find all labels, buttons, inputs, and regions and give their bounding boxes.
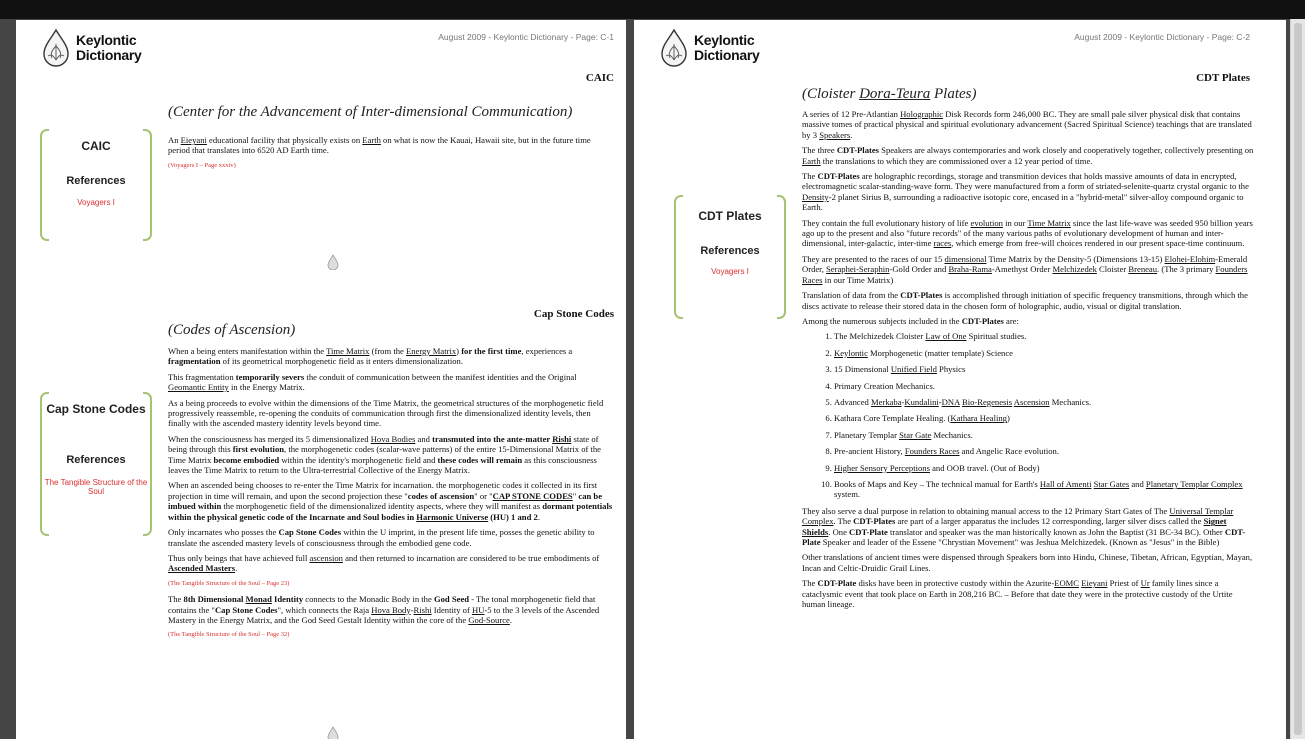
term-link[interactable]: Breneau [1128, 264, 1158, 275]
term-link[interactable]: Universal Templar Complex [802, 505, 1234, 527]
text-run: CDT-Plate [849, 526, 888, 537]
term-link[interactable]: Geomantic Entity [168, 382, 229, 393]
text-run: and then returned to incarnation are considered to be true embodiments of [342, 552, 600, 563]
entry-body-cap-stone-codes [168, 346, 614, 646]
list-item [834, 463, 1254, 473]
text-run: CDT-Plate [817, 578, 857, 589]
text-run: Cap Stone Codes [214, 604, 278, 615]
text-run: They are presented to the races of our 15 [802, 253, 945, 264]
text-run: the morphogenetic field of the dimensionalized identity aspects, where they will manifest as [221, 501, 543, 512]
term-link[interactable]: Time Matrix [326, 346, 370, 356]
text-run: Books of Maps and Key – The technical manual for Earth's [834, 478, 1040, 489]
term-link[interactable]: Ur [1140, 578, 1150, 589]
text-run: 8th Dimensional [183, 594, 246, 605]
vertical-scrollbar[interactable] [1290, 19, 1305, 739]
text-run: Primary Creation Mechanics. [834, 380, 935, 391]
term-link[interactable]: Density [802, 191, 829, 202]
text-run: Time Matrix by the Density-5 (Dimensions 13-15) [986, 253, 1165, 264]
text-run: are holographic recordings, storage and transmition devices that holds massive amounts of data in encrypted, electromagnetic scalar-standing-wave form. They were manufactured from a form of striated-selenite-quartz crystal organic to the [802, 171, 1249, 192]
text-run: , which emerge from free-will choices rendered in our present space-time continuum. [951, 238, 1245, 249]
entry-title-cap-stone-codes: Cap Stone Codes [533, 308, 614, 320]
term-link[interactable]: Ascension [1013, 396, 1050, 407]
term-link[interactable]: races [933, 238, 952, 249]
text-run: This fragmentation [168, 371, 236, 382]
text-run: CDT-Plates [836, 145, 880, 156]
text-run: in our [1002, 217, 1028, 228]
text-run: The [802, 578, 818, 589]
text-run: When an ascended being chooses to re-enter the Time Matrix for incarnation. the morphogenetic codes it collected in its first projection in time will remain, and upon the second projection these " [168, 480, 598, 501]
term-link[interactable]: Time Matrix [1027, 217, 1071, 228]
paragraph [802, 145, 1254, 166]
term-link[interactable]: Speakers [819, 129, 851, 140]
lotus-drop-icon [656, 28, 692, 68]
term-link[interactable]: Bio-Regenesis [961, 396, 1013, 407]
paragraph [168, 346, 614, 367]
logo-wordmark [76, 33, 141, 63]
text-run: educational facility that physically exists on [206, 135, 363, 145]
text-run: ", which connects the Raja [277, 604, 372, 615]
paragraph-group [802, 506, 1254, 610]
paragraph [168, 553, 614, 574]
list-item [834, 348, 1254, 358]
text-run: When the consciousness has merged its 5 dimensionalized [168, 433, 371, 444]
paragraph [802, 578, 1254, 609]
paragraph [168, 372, 614, 393]
sidebar-references-label: References [700, 245, 760, 257]
sidebar-term: CDT Plates [698, 209, 762, 223]
citation: (The Tangible Structure of the Soul – Page 32) [168, 631, 290, 639]
term-link[interactable]: Elohei-Elohim [1164, 253, 1216, 264]
text-run: and Angelic Race evolution. [959, 446, 1059, 457]
sidebar-cap-stone-codes [40, 392, 152, 536]
text-run: CDT-Plates [853, 516, 896, 527]
text-run: . (The 3 primary [1157, 264, 1216, 275]
text-run: The Melchizedek Cloister [834, 331, 926, 342]
text-run: of its geometrical morphogenetic field as it enters dimensionalization. [220, 356, 463, 367]
term-link[interactable]: Hova Body [371, 604, 411, 615]
term-link[interactable]: EOMC [1054, 578, 1080, 589]
term-link[interactable]: CAP STONE CODES [492, 490, 573, 501]
sidebar-cdt-plates [674, 195, 786, 319]
list-item [834, 364, 1254, 374]
paragraph [802, 290, 1254, 311]
text-run: for the first time [461, 346, 522, 356]
term-link[interactable]: Eieyani [1081, 578, 1108, 589]
text-run: Translation of data from the [802, 290, 901, 301]
sidebar-term: CAIC [81, 139, 111, 153]
text-run: and [415, 433, 433, 444]
text-run: connects to the Monadic Body in the [303, 594, 434, 605]
entry-title-caic: CAIC [585, 72, 614, 84]
text-run: . [537, 511, 540, 522]
sidebar-source-link[interactable]: Voyagers I [711, 267, 749, 276]
text-run: . [850, 129, 853, 140]
text-run: since the last life-wave was seeded 950 billion years ago up to the present and also "future records" of the many various paths of evolutionary development of human and inter-dimensional, inter-galactic, inter-time [802, 217, 1253, 249]
term-link[interactable]: Rishi [413, 604, 432, 615]
text-run: When a being enters manifestation within the [168, 346, 327, 356]
text-run: The three [802, 145, 837, 156]
entry-subtitle-caic: (Center for the Advancement of Inter-dimensional Communication) [168, 104, 573, 120]
separator-drop-icon [326, 254, 340, 270]
text-run: A series of 12 Pre-Atlantian [802, 109, 901, 119]
text-run: the translations to which they are commissioned over a 12 year period of time. [820, 155, 1093, 166]
paragraph [802, 254, 1254, 285]
term-link[interactable]: Braha-Rama [948, 264, 992, 275]
text-run: ) [456, 346, 462, 356]
term-link[interactable]: Melchizedek [1052, 264, 1097, 275]
subtitle-text: (Cloister [802, 86, 860, 102]
paragraph [168, 135, 614, 156]
term-link[interactable]: Merkaba [871, 396, 902, 407]
term-link[interactable]: evolution [970, 217, 1003, 228]
term-link[interactable]: Energy Matrix [405, 346, 457, 356]
keylontic-logo [656, 28, 776, 72]
text-run: , the morphogenetic codes (scalar-wave patterns) of the entire 15-Dimensional Matrix of the Time Matrix [168, 444, 601, 465]
sidebar-source-link[interactable]: Voyagers I [77, 198, 115, 207]
text-run: " or " [474, 490, 493, 501]
text-run: - [901, 396, 905, 407]
text-run: -Emerald Order, [802, 253, 1248, 275]
text-run: is accomplished through initiation of specific frequency transmitions, through which the discs activate to release their stored data in the chosen form of holographic, audio, visual or digital translation. [802, 290, 1248, 311]
text-run: The [802, 171, 818, 182]
page-c1 [16, 20, 626, 739]
text-run: transmuted into the ante-matter [432, 433, 553, 444]
text-run: Disk Records form 246,000 BC. They are small pale silver physical disk that contains massive tomes of practical physical and spiritual evolutionary advancement (Sacred Spiritual Science) teachings that are translated by 3 [802, 109, 1252, 140]
subtitle-link[interactable]: Dora-Teura [859, 86, 931, 102]
term-link[interactable]: Signet Shields [802, 516, 1227, 537]
paragraph [168, 527, 614, 548]
text-run: and [1129, 478, 1146, 489]
keylontic-logo [38, 28, 158, 72]
term-link[interactable]: Kathara Healing [950, 413, 1007, 424]
citation: (The Tangible Structure of the Soul – Page 23) [168, 579, 290, 587]
paragraph [802, 506, 1254, 548]
term-link[interactable]: Earth [362, 135, 381, 145]
paragraph [802, 316, 1254, 326]
window-top-bar [0, 0, 1305, 19]
text-run: CDT-Plates [961, 315, 1004, 326]
sidebar-caic [40, 129, 152, 241]
text-run: (HU) 1 and 2 [488, 511, 538, 522]
text-run: 15 Dimensional [834, 364, 891, 375]
term-link[interactable]: Hall of Amenti [1039, 478, 1092, 489]
term-link[interactable]: Harmonic Universe [416, 511, 489, 522]
term-link[interactable]: Star Gates [1093, 478, 1130, 489]
text-run: in the Energy Matrix. [228, 382, 305, 393]
text-run: disks have been in protective custody within the Azurite- [856, 578, 1055, 589]
citation: (Voyagers I – Page xxxiv) [168, 161, 236, 169]
text-run: They contain the full evolutionary history of life [802, 217, 971, 228]
entry-body-cdt-plates [802, 109, 1254, 614]
text-run: ) [1006, 413, 1010, 424]
text-run: Thus only beings that have achieved full [168, 552, 310, 563]
paragraph [802, 171, 1254, 213]
entry-title-cdt-plates: CDT Plates [1196, 72, 1250, 84]
text-run: They also serve a dual purpose in relation to obtaining manual access to the 12 Primary Start Gates of The [802, 505, 1170, 516]
list-item [834, 479, 1254, 500]
sidebar-references-label: References [66, 454, 126, 466]
text-run: family lines since a cataclysmic event that took place on Earth in 208,216 BC. – Before that date they were in the protective custody of the Urtite human lineage. [802, 578, 1233, 610]
text-run: -2 planet Sirius B, surrounding a radioactive isotopic core, encased in a "hybrid-metal" silver-alloy compound organic to Earth. [802, 191, 1244, 213]
text-run: . [509, 614, 512, 625]
text-run: God Seed [433, 594, 470, 605]
term-link[interactable]: Law of One [925, 331, 967, 342]
text-run: dormant potentials within the physical genetic code of the Incarnate and Soul bodies in [168, 501, 613, 522]
text-run: on what is now the Kauai, Hawaii site, but in the future time period that translates into 6520 AD Earth time. [168, 135, 591, 156]
text-run: Kathara Core Template Healing. ( [834, 413, 951, 424]
logo-line-1: Keylontic [694, 32, 755, 48]
text-run: CDT-Plates [900, 290, 943, 301]
term-link[interactable]: Earth [802, 155, 821, 166]
text-run: Physics [936, 364, 966, 375]
text-run: Spiritual studies. [966, 331, 1027, 342]
term-link[interactable]: Star Gate [899, 429, 932, 440]
text-run: CDT-Plates [817, 171, 860, 182]
subtitle-text: Plates) [930, 86, 977, 102]
text-run: and OOB travel. (Out of Body) [929, 462, 1040, 473]
text-run: system. [834, 489, 861, 500]
page-c2 [634, 20, 1286, 739]
text-run: Cap Stone Codes [278, 527, 342, 538]
term-link[interactable]: Rishi [552, 433, 572, 444]
text-run: The [168, 594, 184, 605]
term-link[interactable]: Seraphei-Seraphin [826, 264, 890, 275]
text-run: the conduit of communication between the manifest identities and the Original [304, 371, 577, 382]
text-run: (from the [369, 346, 406, 356]
term-link[interactable]: Ascended Masters [168, 563, 236, 574]
paragraph [802, 552, 1254, 573]
paragraph [168, 434, 614, 476]
entry-body-caic [168, 135, 614, 176]
text-run: . The [833, 516, 854, 527]
term-link[interactable]: Monad [245, 594, 272, 605]
text-run: translator and speaker was the man historically known as John the Baptist (31 BC-34 BC). Other [887, 526, 1225, 537]
text-run: Cloister [1096, 264, 1129, 275]
term-link[interactable]: DNA [941, 396, 960, 407]
term-link[interactable]: Unified Field [890, 364, 937, 375]
text-run: Identity [271, 594, 304, 605]
text-run: within the identity's morphogenetic field and [279, 454, 438, 465]
text-run: Among the numerous subjects included in the [802, 315, 962, 326]
text-run: . One [828, 526, 850, 537]
paragraph-group [802, 109, 1254, 326]
text-run: in our Time Matrix) [822, 274, 894, 285]
list-item [834, 430, 1254, 440]
list-item [834, 413, 1254, 423]
text-run: -Amethyst Order [991, 264, 1053, 275]
text-run: Speaker and leader of the Essene "Chrystian Movement" was Jeshua Melchizedek. (Known as "Jesus" in the Bible) [820, 537, 1220, 547]
paragraph [168, 398, 614, 429]
logo-wordmark [694, 33, 759, 63]
list-item [834, 381, 1254, 391]
sidebar-term: Cap Stone Codes [46, 402, 146, 416]
text-run: Priest of [1107, 578, 1141, 589]
list-item [834, 331, 1254, 341]
paragraph [168, 594, 614, 625]
text-run: can be imbued within [168, 490, 603, 512]
logo-line-2: Dictionary [694, 47, 760, 63]
text-run: Identity of [431, 604, 472, 615]
lotus-drop-icon [38, 28, 74, 68]
term-link[interactable]: Hova Bodies [370, 433, 416, 444]
text-run: -5 to the 3 levels of the Ascended Mastery in the Energy Matrix, and the God Seed Gestalt Identity within the core of the [168, 604, 600, 625]
paragraph-group [168, 346, 614, 574]
text-run: " [572, 490, 579, 501]
term-link[interactable]: Higher Sensory Perceptions [834, 462, 930, 473]
sidebar-source-link[interactable]: The Tangible Structure of the Soul [44, 478, 148, 496]
term-link[interactable]: HU [472, 604, 485, 615]
text-run: - The tonal morphogenetic field that contains the " [168, 594, 596, 615]
term-link[interactable]: Founders Races [904, 446, 960, 457]
term-link[interactable]: Holographic [900, 109, 944, 119]
text-run: temporarily severs [235, 371, 305, 382]
text-run: Mechanics. [1049, 396, 1092, 407]
text-run: within the U imprint, in the present life time, posses the genetic ability to translate the ascended mastery levels of consciousness through the embodied gene code. [168, 527, 595, 548]
text-run: , experiences a [521, 346, 573, 356]
text-run: state of being through this [168, 433, 599, 455]
text-run: Mechanics. [931, 429, 973, 440]
text-run: Morphogenetic (matter template) Science [867, 347, 1013, 358]
text-run: - [938, 396, 942, 407]
term-link[interactable]: dimensional [944, 253, 987, 264]
logo-line-1: Keylontic [76, 32, 137, 48]
paragraph [802, 218, 1254, 249]
text-run: . [235, 563, 238, 574]
page-header: August 2009 - Keylontic Dictionary - Page: C-1 [438, 32, 614, 42]
term-link[interactable]: Planetary Templar Complex [1145, 478, 1243, 489]
paragraph [802, 109, 1254, 140]
scrollbar-thumb[interactable] [1294, 23, 1302, 735]
text-run: An [168, 135, 181, 145]
text-run: are part of a larger apparatus the includes 12 corresponding, larger silver discs called the [895, 516, 1204, 527]
term-link[interactable]: Eieyani [180, 135, 207, 145]
text-run: as this consciousness leaves the Time Matrix to return to the Ultra-terrestrial Collective of the Energy Matrix. [168, 454, 597, 476]
text-run: these codes will remain [437, 454, 523, 465]
term-link[interactable]: Kundalini [904, 396, 939, 407]
entry-subtitle-cap-stone-codes: (Codes of Ascension) [168, 322, 296, 338]
text-run: Advanced [834, 396, 871, 407]
text-run: become embodied [213, 454, 280, 465]
subject-list [802, 331, 1254, 499]
text-run: Pre-ancient History, [834, 446, 905, 457]
term-link[interactable]: God-Source [468, 614, 510, 625]
text-run: Only incarnates who posses the [168, 527, 279, 538]
sidebar-references-label: References [66, 175, 126, 187]
text-run: - [410, 604, 414, 615]
term-link[interactable]: Founders Races [802, 264, 1248, 285]
text-run: As a being proceeds to evolve within the dimensions of the Time Matrix, the geometrical structures of the morphogenetic field progressively reassemble, re-opening the conduits of communication through first the dimensionalized identity levels, then finally with the ascended mastery identity levels beyond time. [168, 397, 604, 429]
page-header: August 2009 - Keylontic Dictionary - Page: C-2 [1074, 32, 1250, 42]
list-item [834, 397, 1254, 407]
text-run: Other translations of ancient times were dispensed through Speakers born into Hindu, Chinese, Tibetan, African, Egyptian, Mayan, Incan and Celtic-Druidic Grail Lines. [802, 552, 1253, 573]
term-link[interactable]: Keylontic [834, 347, 868, 358]
entry-subtitle-cdt-plates [802, 86, 976, 103]
text-run: Planetary Templar [834, 429, 900, 440]
text-run: fragmentation [168, 356, 221, 367]
text-run: -Gold Order and [889, 264, 949, 275]
paragraph [168, 480, 614, 522]
logo-line-2: Dictionary [76, 47, 142, 63]
term-link[interactable]: ascension [309, 552, 343, 563]
list-item [834, 446, 1254, 456]
text-run: Speakers are always contemporaries and work closely and cooperatively together, collectively presenting on [879, 145, 1254, 156]
text-run: are: [1003, 315, 1019, 326]
text-run: CDT-Plate [802, 526, 1246, 547]
text-run: codes of ascension [407, 490, 475, 501]
text-run: first evolution [232, 444, 285, 455]
separator-drop-icon [326, 726, 340, 739]
